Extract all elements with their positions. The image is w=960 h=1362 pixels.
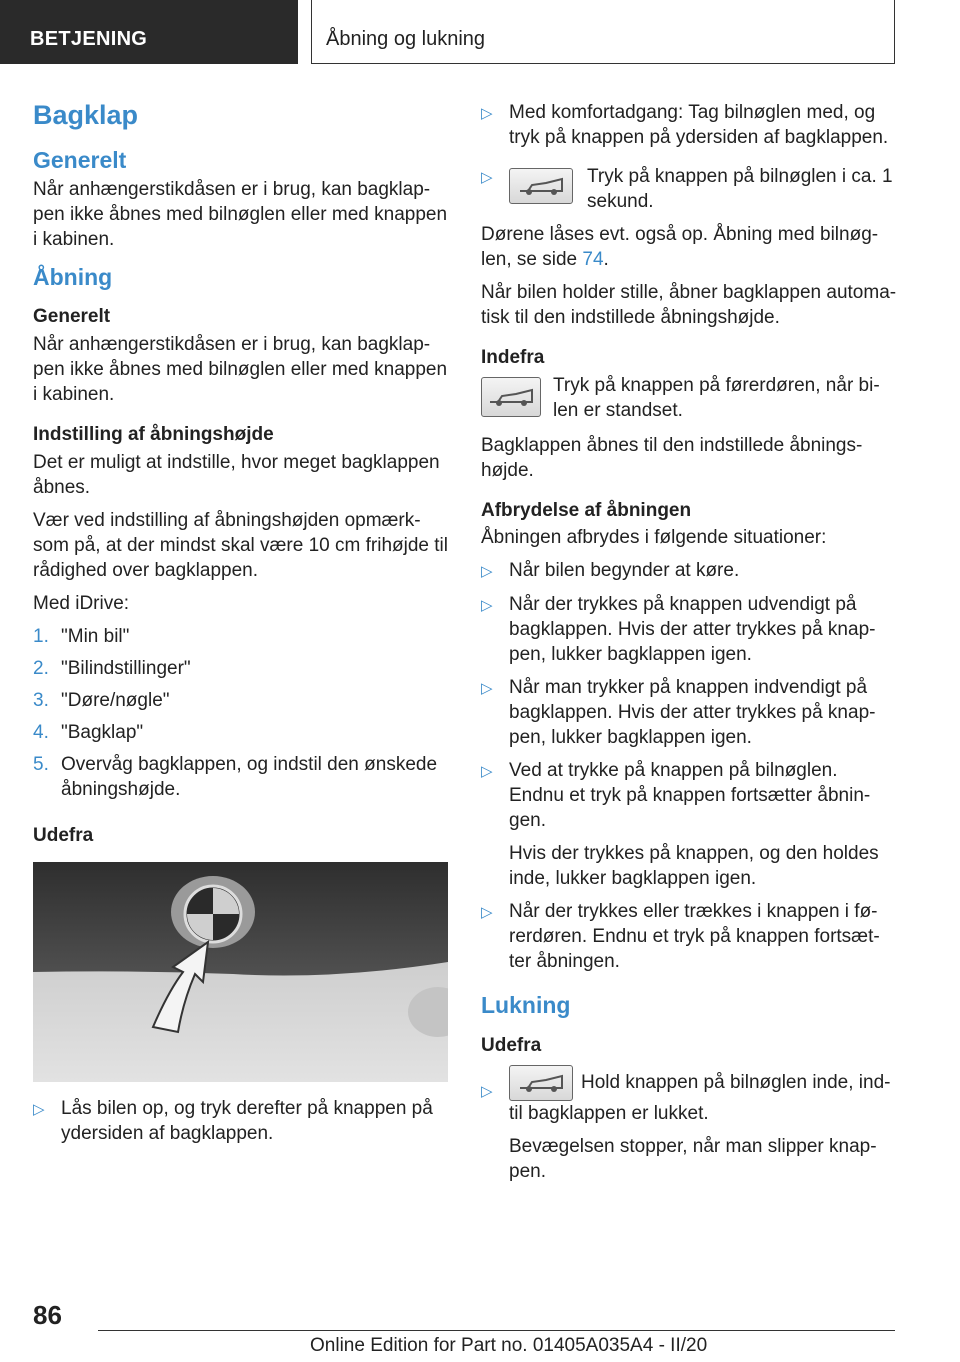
setting-text-2: Vær ved indstilling af åbningshøjden opmærk-som på, at der mindst skal være 10 cm frihøjde til rådighed over bagklappen. <box>33 509 448 581</box>
section-label: BETJENING <box>0 0 298 64</box>
list-item: 1. "Min bil" <box>33 625 130 647</box>
page-title: Bagklap <box>33 100 139 130</box>
list-item: ▷ Ved at trykke på knappen på bilnøglen. Endnu et tryk på knappen fortsætter åbnin-gen. <box>481 760 871 832</box>
tailgate-key-icon <box>509 168 573 204</box>
list-item: 2. "Bilindstillinger" <box>33 657 191 679</box>
heading-inside: Indefra <box>481 347 545 368</box>
unlock-text: Dørene låses evt. også op. Åbning med bilnøg-len, se side 74. <box>481 224 879 270</box>
triangle-bullet-icon: ▷ <box>481 597 493 615</box>
heading-interrupt: Afbrydelse af åbningen <box>481 499 692 521</box>
inside-key-text: Tryk på knappen på førerdøren, når bi-len er standset. <box>553 374 880 421</box>
step-list <box>33 624 448 802</box>
list-item: ▷ Tryk på knappen på bilnøglen i ca. 1 sekund. <box>481 166 893 212</box>
list-item: ▷ Når der trykkes eller trækkes i knappen i fø-rerdøren. Endnu et tryk på knappen fortsæt-ter åbningen. <box>481 901 880 973</box>
left-column <box>33 100 448 1154</box>
tailgate-illustration <box>33 862 448 1082</box>
setting-text-1: Det er muligt at indstille, hvor meget bagklappen åbnes. <box>33 451 440 498</box>
heading-outside: Udefra <box>33 824 94 846</box>
page-link[interactable]: 74 <box>582 249 604 270</box>
right-column <box>481 100 897 1192</box>
heading-opening: Åbning <box>33 263 113 290</box>
triangle-bullet-icon: ▷ <box>481 169 493 186</box>
page-number: 86 <box>33 1300 62 1330</box>
triangle-bullet-icon: ▷ <box>481 680 493 698</box>
triangle-bullet-icon: ▷ <box>481 763 493 781</box>
inside-text: Bagklappen åbnes til den indstillede åbnings-højde. <box>481 434 863 481</box>
footer-edition: Online Edition for Part no. 01405A035A4 - II/20 <box>310 1335 708 1356</box>
general-text-2: Når anhængerstikdåsen er i brug, kan bagklap-pen ikke åbnes med bilnøglen eller med knappen i kabinen. <box>33 333 448 405</box>
heading-closing-outside: Udefra <box>481 1034 542 1056</box>
triangle-bullet-icon: ▷ <box>481 105 493 122</box>
triangle-bullet-icon: ▷ <box>481 1082 493 1100</box>
list-item: ▷ Når der trykkes på knappen udvendigt på bagklappen. Hvis der atter trykkes på knap-pen, lukker bagklappen igen. <box>481 594 876 666</box>
closing-subtext: Bevægelsen stopper, når man slipper knap-pen. <box>509 1135 877 1182</box>
heading-height-setting: Indstilling af åbningshøjde <box>33 423 274 445</box>
idrive-label: Med iDrive: <box>33 592 130 614</box>
list-item: ▷ Når bilen begynder at køre. <box>481 558 897 584</box>
inside-key-row <box>481 373 897 423</box>
driver-door-button-icon <box>481 377 541 417</box>
list-item: ▷ Lås bilen op, og tryk derefter på knappen på ydersiden af bagklappen. <box>33 1098 433 1145</box>
footer-divider <box>98 1330 895 1331</box>
general-text: Når anhængerstikdåsen er i brug, kan bagklap-pen ikke åbnes med bilnøglen eller med knappen i kabinen. <box>33 178 448 250</box>
auto-open-text: Når bilen holder stille, åbner bagklappen automa-tisk til den indstillede åbningshøjde. <box>481 282 897 328</box>
heading-general-2: Generelt <box>33 306 111 328</box>
triangle-bullet-icon: ▷ <box>481 563 493 581</box>
list-item: 5. Overvåg bagklappen, og indstil den ønskede åbningshøjde. <box>33 753 438 800</box>
list-item: 4. "Bagklap" <box>33 721 144 743</box>
heading-closing: Lukning <box>481 992 571 1019</box>
list-item: ▷ Hold knappen på bilnøglen inde, ind-til bagklappen er lukket. <box>481 1065 897 1126</box>
list-item: ▷ Når man trykker på knappen indvendigt på bagklappen. Hvis der atter trykkes på knap-pen, lukker bagklappen igen. <box>481 677 876 749</box>
tailgate-photo <box>33 862 448 1082</box>
triangle-bullet-icon: ▷ <box>33 1101 45 1119</box>
tailgate-key-icon <box>509 1065 573 1101</box>
heading-general: Generelt <box>33 147 127 174</box>
list-item: ▷ Med komfortadgang: Tag bilnøglen med, og tryk på knappen på ydersiden af bagklappen. <box>481 102 889 148</box>
triangle-bullet-icon: ▷ <box>481 904 493 922</box>
interrupt-text: Åbningen afbrydes i følgende situationer: <box>481 527 827 549</box>
chapter-title: Åbning og lukning <box>311 0 895 64</box>
interrupt-subtext: Hvis der trykkes på knappen, og den holdes inde, lukker bagklappen igen. <box>509 843 879 890</box>
list-item: 3. "Døre/nøgle" <box>33 689 170 711</box>
